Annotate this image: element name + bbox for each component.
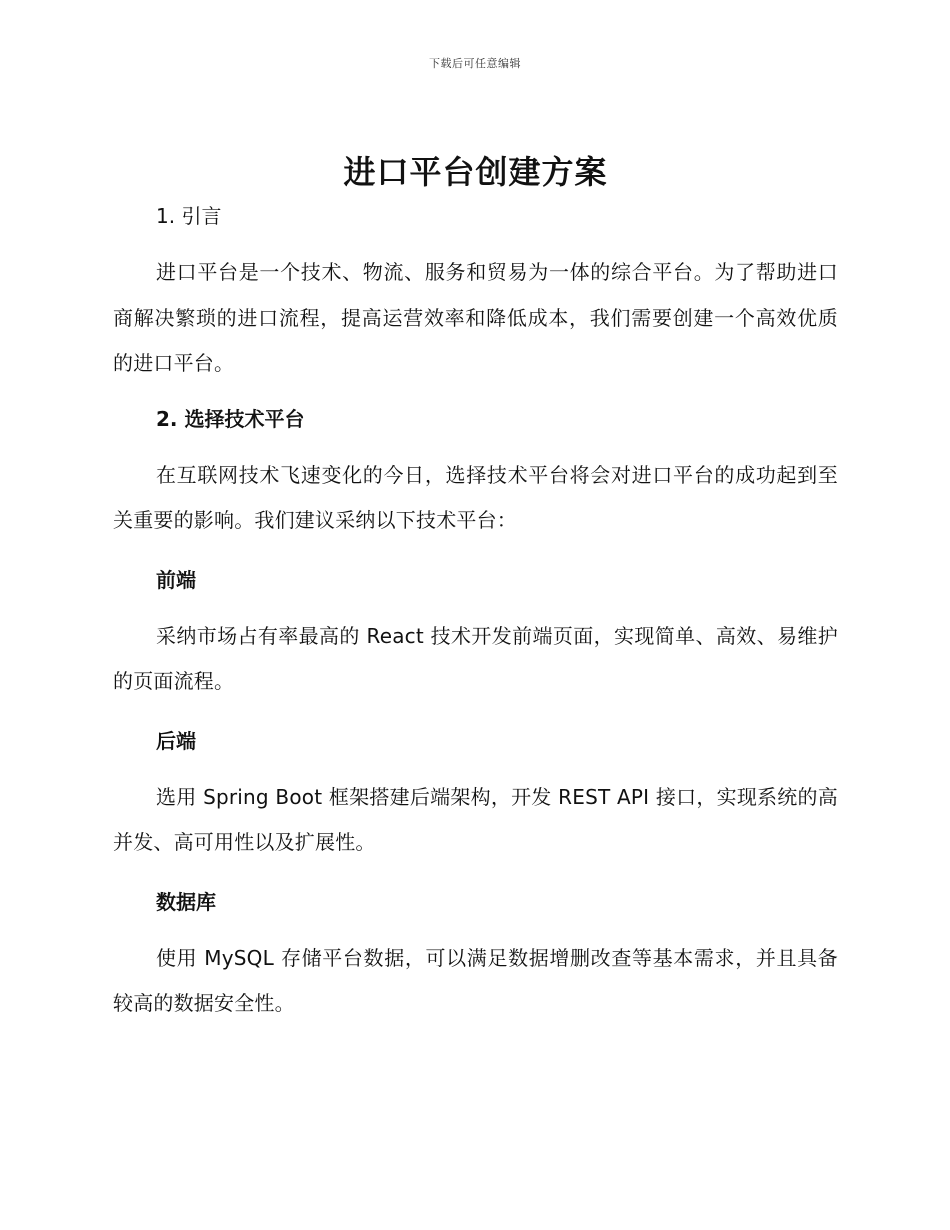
section-paragraph-frontend: 采纳市场占有率最高的 React 技术开发前端页面，实现简单、高效、易维护的页面流程。 [113, 623, 838, 693]
section-paragraph-backend: 选用 Spring Boot 框架搭建后端架构，开发 REST API 接口，实现系统的高并发、高可用性以及扩展性。 [113, 784, 838, 854]
section-heading-intro: 1. 引言 [156, 204, 222, 228]
document-title: 进口平台创建方案 [343, 153, 608, 191]
section-paragraph-database: 使用 MySQL 存储平台数据，可以满足数据增删改查等基本需求，并且具备较高的数据安全性。 [113, 945, 838, 1015]
section-heading-tech-platform: 2. 选择技术平台 [156, 406, 305, 431]
section-heading-backend: 后端 [156, 728, 196, 753]
section-heading-frontend: 前端 [156, 567, 196, 592]
section-paragraph-intro: 进口平台是一个技术、物流、服务和贸易为一体的综合平台。为了帮助进口商解决繁琐的进口流程，提高运营效率和降低成本，我们需要创建一个高效优质的进口平台。 [113, 260, 838, 375]
document-body [113, 150, 838, 1027]
section-heading-database: 数据库 [156, 889, 216, 914]
section-paragraph-tech-platform: 在互联网技术飞速变化的今日，选择技术平台将会对进口平台的成功起到至关重要的影响。我们建议采纳以下技术平台： [113, 462, 838, 532]
header-note: 下载后可任意编辑 [429, 57, 521, 70]
